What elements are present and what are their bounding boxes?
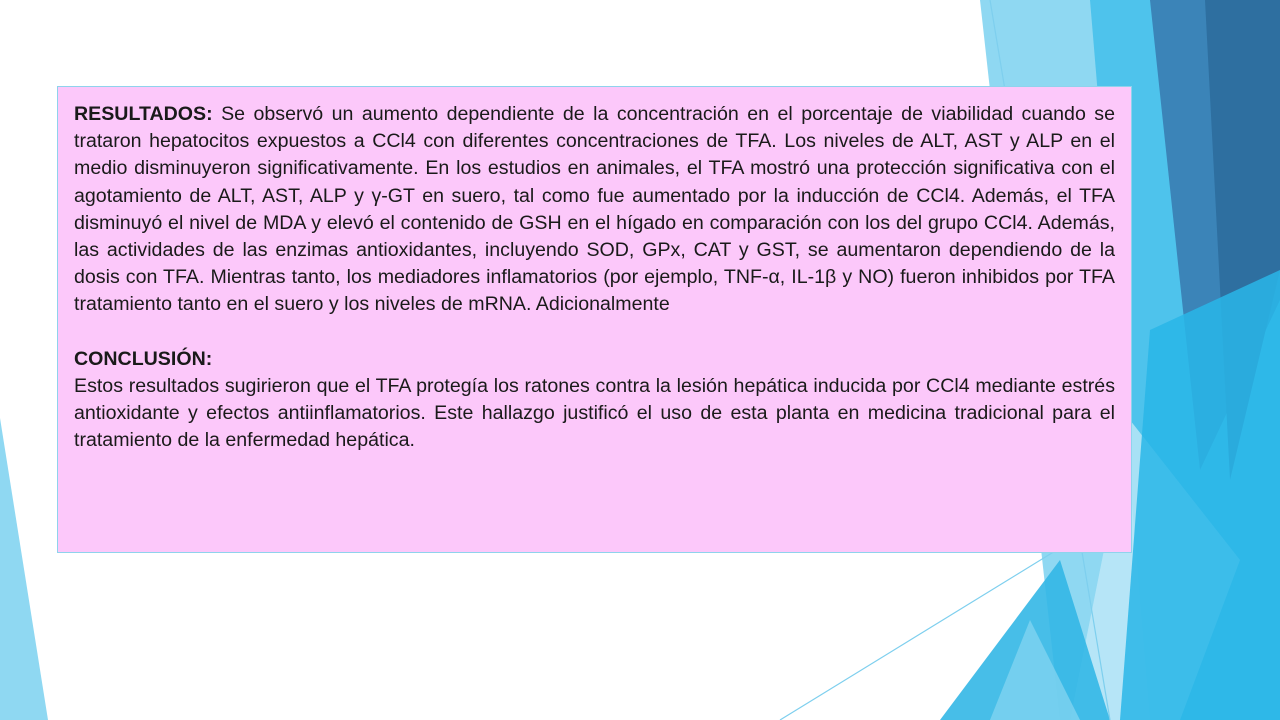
results-heading: RESULTADOS: <box>74 103 213 125</box>
conclusion-heading: CONCLUSIÓN: <box>74 347 213 370</box>
paragraph-spacer <box>74 319 1115 346</box>
results-paragraph <box>74 101 1115 319</box>
results-text: Se observó un aumento dependiente de la concentración en el porcentaje de viabilidad cuando se trataron hepatocitos expuestos a CCl4 con diferentes concentraciones de TFA. Los niveles de ALT, AST y ALP en el medio disminuyeron significativamente. En los estudios en animales, el TFA mostró una protección significativa con el agotamiento de ALT, AST, ALP y γ-GT en suero, tal como fue aumentado por la inducción de CCl4. Además, el TFA disminuyó el nivel de MDA y elevó el contenido de GSH en el hígado en comparación con los del grupo CCl4. Además, las actividades de las enzimas antioxidantes, incluyendo SOD, GPx, CAT y GST, se aumentaron dependiendo de la dosis con TFA. Mientras tanto, los mediadores inflamatorios (por ejemplo, TNF-α, IL-1β y NO) fueron inhibidos por TFA tratamiento tanto en el suero y los niveles de mRNA. Adicionalmente <box>74 103 1115 316</box>
conclusion-text: Estos resultados sugirieron que el TFA protegía los ratones contra la lesión hepática inducida por CCl4 mediante estrés antioxidante y efectos antiinflamatorios. Este hallazgo justificó el uso de esta planta en medicina tradicional para el tratamiento de la enfermedad hepática. <box>74 374 1115 452</box>
content-textbox <box>57 86 1132 553</box>
left-accent-shape <box>0 418 48 720</box>
